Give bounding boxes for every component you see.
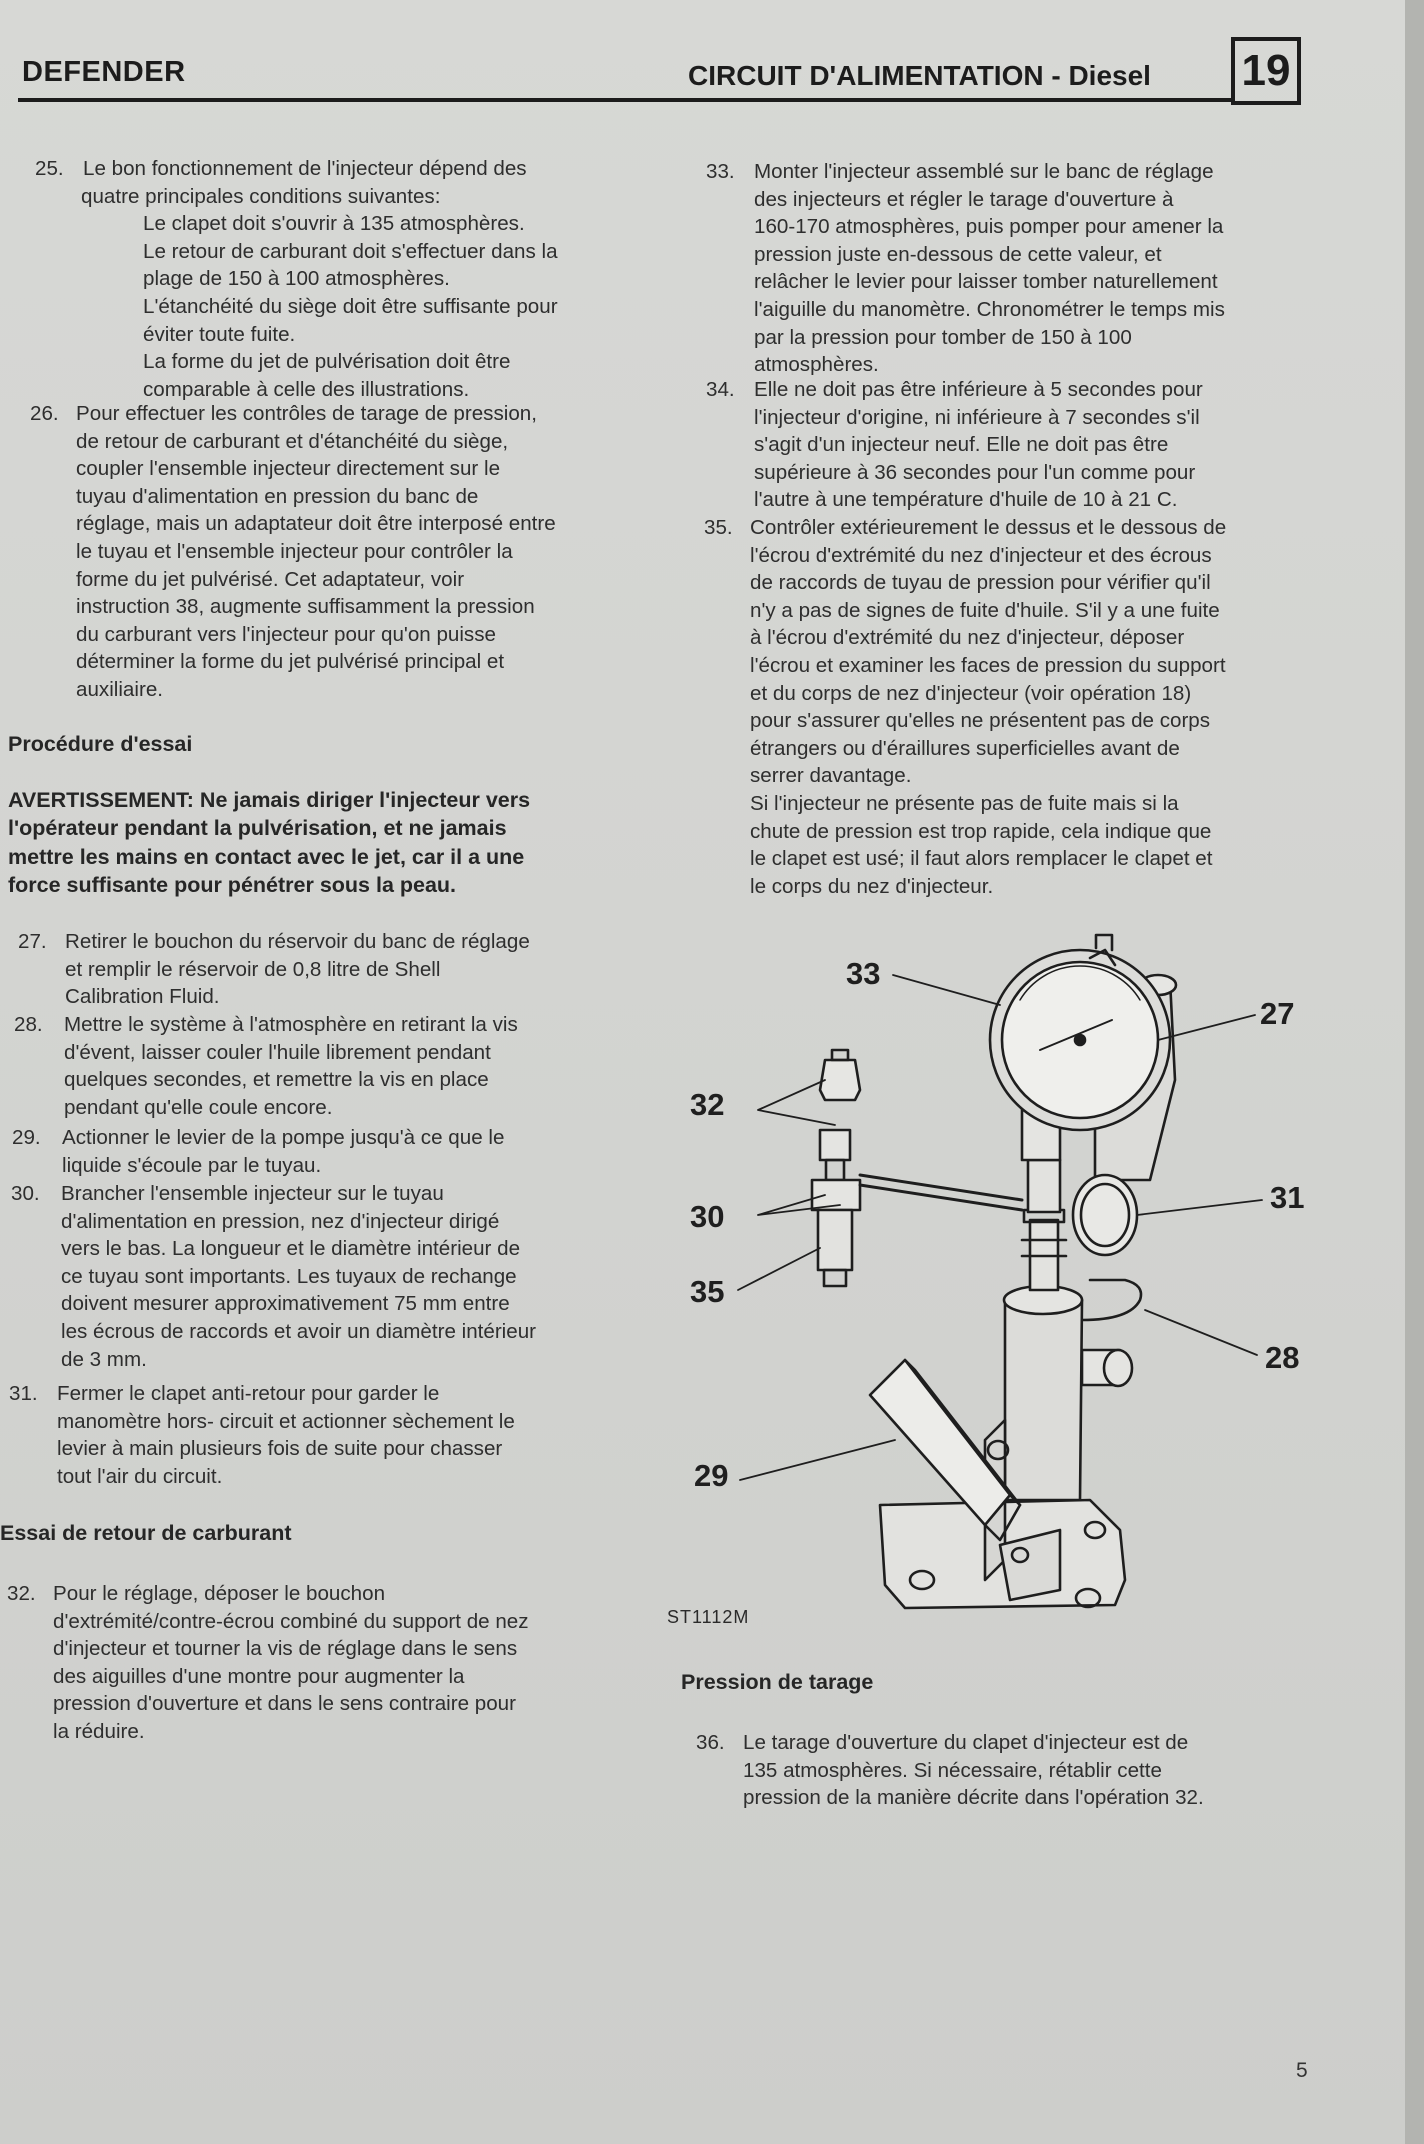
heading-procedure: Procédure d'essai	[8, 732, 193, 756]
item-number: 27.	[18, 930, 47, 953]
item-number: 35.	[704, 516, 733, 539]
item-30: 30. Brancher l'ensemble injecteur sur le tuyau d'alimentation en pression, nez d'injecteur dirigé vers le bas. La longueur et le diamètre intérieur de ce tuyau sont importants. Les tuyaux de rechange doivent mesurer approximativement 75 mm entre les écrous de raccords et avoir un diamètre intérieur de 3 mm.	[11, 1182, 537, 1371]
item-27: 27. Retirer le bouchon du réservoir du banc de réglage et remplir le réservoir de 0,8 litre de Shell Calibration Fluid.	[18, 930, 530, 1009]
item-number: 28.	[14, 1013, 43, 1036]
pump-body	[1005, 1300, 1082, 1500]
item-number: 36.	[696, 1731, 725, 1754]
item-28: 28. Mettre le système à l'atmosphère en retirant la vis d'évent, laisser couler l'huile librement pendant quelques secondes, et remettre la vis en place pendant qu'elle coule encore.	[14, 1013, 518, 1119]
figure-reference: ST1112M	[667, 1607, 750, 1627]
item-29: 29. Actionner le levier de la pompe jusqu'à ce que le liquide s'écoule par le tuyau.	[12, 1126, 505, 1177]
heading-fuel-return: Essai de retour de carburant	[0, 1521, 292, 1545]
heading-setting-pressure: Pression de tarage	[681, 1670, 874, 1694]
callout-35: 35	[690, 1274, 725, 1309]
callout-28: 28	[1265, 1340, 1300, 1375]
item-25-conditions: Le clapet doit s'ouvrir à 135 atmosphères. Le retour de carburant doit s'effectuer dans la plage de 150 à 100 atmosphères. L'étanchéité du siège doit être suffisante pour éviter toute fuite. La forme du jet de pulvérisation doit être comparable à celle des illustrations.	[143, 212, 558, 401]
callout-31: 31	[1270, 1180, 1305, 1215]
item-25-text: Le bon fonctionnement de l'injecteur dépend des quatre principales conditions suivantes:	[81, 157, 527, 208]
page-number: 5	[1296, 2059, 1308, 2082]
header-section-number: 19	[1231, 37, 1301, 105]
header-section-title: CIRCUIT D'ALIMENTATION - Diesel	[688, 60, 1151, 91]
item-32: 32. Pour le réglage, déposer le bouchon d'extrémité/contre-écrou combiné du support de nez d'injecteur et tourner la vis de réglage dans le sens des aiguilles d'une montre pour augmenter la pression d'ouverture et dans le sens contraire pour la réduire.	[7, 1582, 529, 1743]
item-number: 31.	[9, 1382, 38, 1405]
item-number: 33.	[706, 160, 735, 183]
callout-29: 29	[694, 1458, 729, 1493]
item-26-text: Pour effectuer les contrôles de tarage de pression, de retour de carburant et d'étanchéité du siège, coupler l'ensemble injecteur directement sur le tuyau d'alimentation en pression du banc de réglage, mais un adaptateur doit être interposé entre le tuyau et l'ensemble injecteur pour contrôler la forme du jet pulvérisé. Cet adaptateur, voir instruction 38, augmente suffisamment la pression du carburant vers l'injecteur pour qu'on puisse déterminer la forme du jet pulvérisé principal et auxiliaire.	[76, 402, 556, 701]
item-number: 30.	[11, 1182, 40, 1205]
item-number: 26.	[30, 402, 59, 425]
warning-block: AVERTISSEMENT: Ne jamais diriger l'injecteur vers l'opérateur pendant la pulvérisation, et ne jamais mettre les mains en contact avec le jet, car il a une force suffisante pour pénétrer sous la peau.	[8, 788, 531, 898]
item-31: 31. Fermer le clapet anti-retour pour garder le manomètre hors- circuit et actionner sèchement le levier à main plusieurs fois de suite pour chasser tout l'air du circuit.	[9, 1382, 515, 1488]
item-number: 25.	[35, 157, 64, 180]
callout-27: 27	[1260, 996, 1295, 1031]
item-number: 34.	[706, 378, 735, 401]
sight-glass	[1073, 1175, 1137, 1255]
header-model: DEFENDER	[22, 56, 186, 88]
callout-30: 30	[690, 1199, 725, 1234]
callout-33: 33	[846, 956, 881, 991]
callout-32: 32	[690, 1087, 725, 1122]
item-number: 32.	[7, 1582, 36, 1605]
item-33: 33. Monter l'injecteur assemblé sur le banc de réglage des injecteurs et régler le tarage d'ouverture à 160-170 atmosphères, puis pomper pour amener la pression juste en-dessous de cette valeur, et relâcher le levier pour laisser tomber naturellement l'aiguille du manomètre. Chronométrer le temps mis par la pression pour tomber de 150 à 100 atmosphères.	[706, 160, 1225, 377]
item-35: 35. Contrôler extérieurement le dessus et le dessous de l'écrou d'extrémité du nez d'injecteur et des écrous de raccords de tuyau de pression pour vérifier qu'il n'y a pas de signes de fuite d'huile. S'il y a une fuite à l'écrou d'extrémité du nez d'injecteur, déposer l'écrou et examiner les faces de pression du support et du corps de nez d'injecteur (voir opération 18) pour s'assurer qu'elles ne présentent pas de corps étrangers ou d'éraillures superficielles avant de serrer davantage. Si l'injecteur ne présente pas de fuite mais si la chute de pression est trop rapide, cela indique que le clapet est usé; il faut alors remplacer le clapet et le corps du nez d'injecteur.	[704, 516, 1227, 898]
item-36: 36. Le tarage d'ouverture du clapet d'injecteur est de 135 atmosphères. Si nécessaire, rétablir cette pression de la manière décrite dans l'opération 32.	[696, 1731, 1204, 1810]
item-number: 29.	[12, 1126, 41, 1149]
item-34: 34. Elle ne doit pas être inférieure à 5 secondes pour l'injecteur d'origine, ni inférieure à 7 secondes s'il s'agit d'un injecteur neuf. Elle ne doit pas être supérieure à 36 secondes pour l'un comme pour l'autre à une température d'huile de 10 à 21 C.	[706, 378, 1203, 512]
